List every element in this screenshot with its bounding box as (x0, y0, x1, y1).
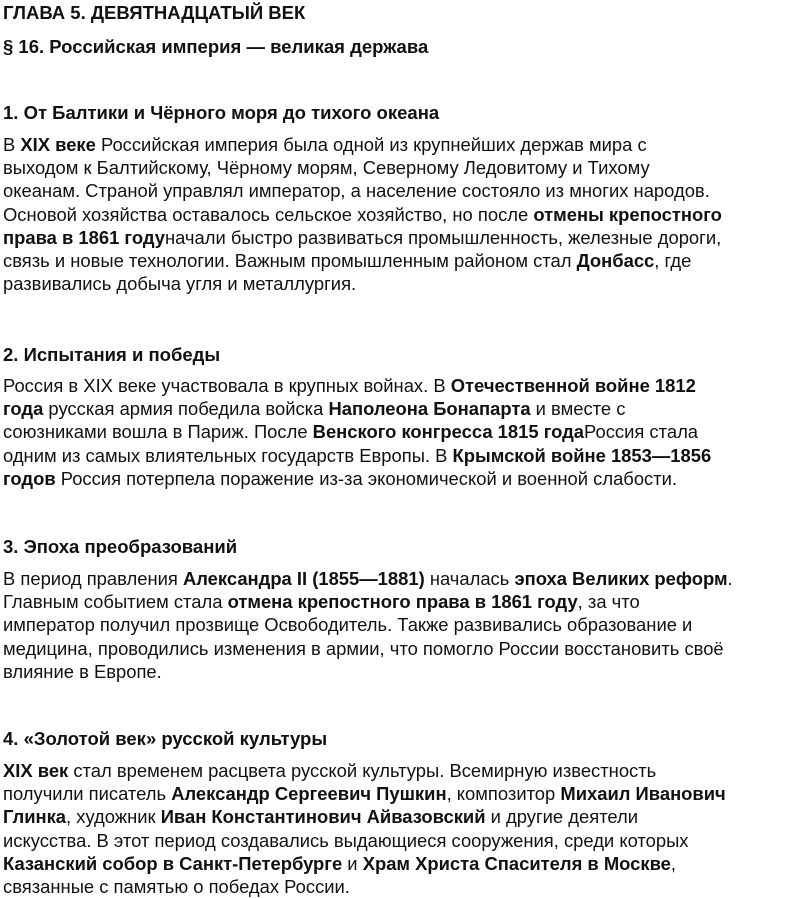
text-line (3, 203, 797, 226)
bold-term: годов (3, 467, 56, 489)
text-run: началась (424, 568, 515, 589)
text-line (3, 759, 797, 782)
text-run: стал временем расцвета русской культуры. Всемирную известность (68, 760, 657, 781)
text-run: , (670, 852, 676, 874)
paragraph-title: § 16. Российская империя — великая держава (3, 36, 429, 57)
text-line (3, 875, 797, 898)
bold-term: Храм Христа Спасителя в Москве (362, 852, 671, 874)
text-run: Россия в XIX веке участвовала в крупных войнах. В (3, 375, 451, 396)
text-run: океанам. Страной управлял император, а население состояло из многих народов. (3, 180, 710, 202)
bold-term: Михаил Иванович (560, 783, 726, 805)
section-text-4 (3, 759, 797, 898)
bold-term: Александра II (1855—1881) (182, 568, 425, 589)
bold-term: Отечественной войне 1812 (450, 375, 696, 396)
text-run: . (727, 568, 733, 589)
bold-term: XIX век (3, 760, 69, 781)
bold-term: Иван Константинович Айвазовский (160, 806, 486, 828)
text-line (3, 590, 797, 613)
text-run: , за что (577, 591, 640, 613)
section-heading-1: 1. От Балтики и Чёрного моря до тихого океана (3, 102, 440, 123)
bold-term: Александр Сергеевич Пушкин (171, 783, 447, 805)
text-run: император получил прозвище Освободитель. Также развивались образование и (3, 614, 693, 636)
text-line (3, 397, 797, 420)
text-line (3, 852, 797, 875)
text-run: Россия стала (584, 421, 699, 443)
bold-term: отмены крепостного (533, 203, 722, 225)
text-line (3, 420, 797, 443)
text-run: Главным событием стала (3, 591, 228, 613)
text-run: одним из самых влиятельных государств Европы. В (3, 444, 453, 466)
text-line (3, 829, 797, 852)
bold-term: Венского конгресса 1815 года (312, 421, 585, 443)
text-line (3, 782, 797, 805)
text-run: выходом к Балтийскому, Чёрному морям, Северному Ледовитому и Тихому (3, 157, 650, 179)
bold-term: права в 1861 году (3, 226, 165, 248)
section-heading-2: 2. Испытания и победы (3, 344, 221, 365)
text-line (3, 133, 797, 156)
text-run: связанные с памятью о победах России. (3, 875, 350, 897)
text-line (3, 179, 797, 202)
text-line (3, 272, 797, 295)
text-run: , композитор (446, 783, 561, 805)
text-run: и вместе с (530, 398, 626, 420)
text-line (3, 613, 797, 636)
text-line (3, 805, 797, 828)
bold-term: отмена крепостного права в 1861 году (227, 591, 578, 613)
section-text-3 (3, 567, 797, 683)
text-run: влияние в Европе. (3, 660, 162, 682)
text-run: связь и новые технологии. Важным промышленным районом стал (3, 249, 577, 271)
bold-term: Крымской войне 1853—1856 (452, 444, 712, 466)
text-run: и другие деятели (485, 806, 639, 828)
section-heading-4: 4. «Золотой век» русской культуры (3, 728, 328, 749)
text-run: , художник (66, 806, 161, 828)
text-run: , где (654, 249, 692, 271)
text-run: Российская империя была одной из крупнейших держав мира с (95, 134, 647, 155)
text-line (3, 567, 797, 590)
text-run: союзниками вошла в Париж. После (3, 421, 313, 443)
bold-term: Донбасс (576, 249, 655, 271)
text-run: Основой хозяйства оставалось сельское хозяйство, но после (3, 203, 534, 225)
bold-term: Глинка (3, 806, 67, 828)
text-line (3, 467, 797, 490)
bold-term: XIX веке (20, 134, 96, 155)
text-run: получили писатель (3, 783, 172, 805)
bold-term: эпоха Великих реформ (514, 568, 728, 589)
text-run: медицина, проводились изменения в армии, что помогло России восстановить своё (3, 637, 724, 659)
text-line (3, 660, 797, 683)
text-run: и (342, 852, 363, 874)
chapter-title: ГЛАВА 5. ДЕВЯТНАДЦАТЫЙ ВЕК (3, 2, 306, 23)
text-run: В период правления (3, 568, 183, 589)
text-line (3, 374, 797, 397)
bold-term: Казанский собор в Санкт-Петербурге (3, 852, 343, 874)
text-run: Россия потерпела поражение из-за экономической и военной слабости. (55, 467, 678, 489)
text-line (3, 156, 797, 179)
section-text-1 (3, 133, 797, 295)
text-line (3, 249, 797, 272)
text-line (3, 637, 797, 660)
text-line (3, 226, 797, 249)
text-run: русская армия победила войска (43, 398, 329, 420)
text-run: искусства. В этот период создавались выдающиеся сооружения, среди которых (3, 829, 689, 851)
text-run: В (3, 134, 21, 155)
section-text-2 (3, 374, 797, 490)
text-line (3, 444, 797, 467)
text-run: начали быстро развиваться промышленность, железные дороги, (164, 226, 722, 248)
section-heading-3: 3. Эпоха преобразований (3, 536, 238, 557)
bold-term: года (3, 398, 44, 420)
bold-term: Наполеона Бонапарта (328, 398, 531, 420)
text-run: развивались добыча угля и металлургия. (3, 273, 357, 295)
